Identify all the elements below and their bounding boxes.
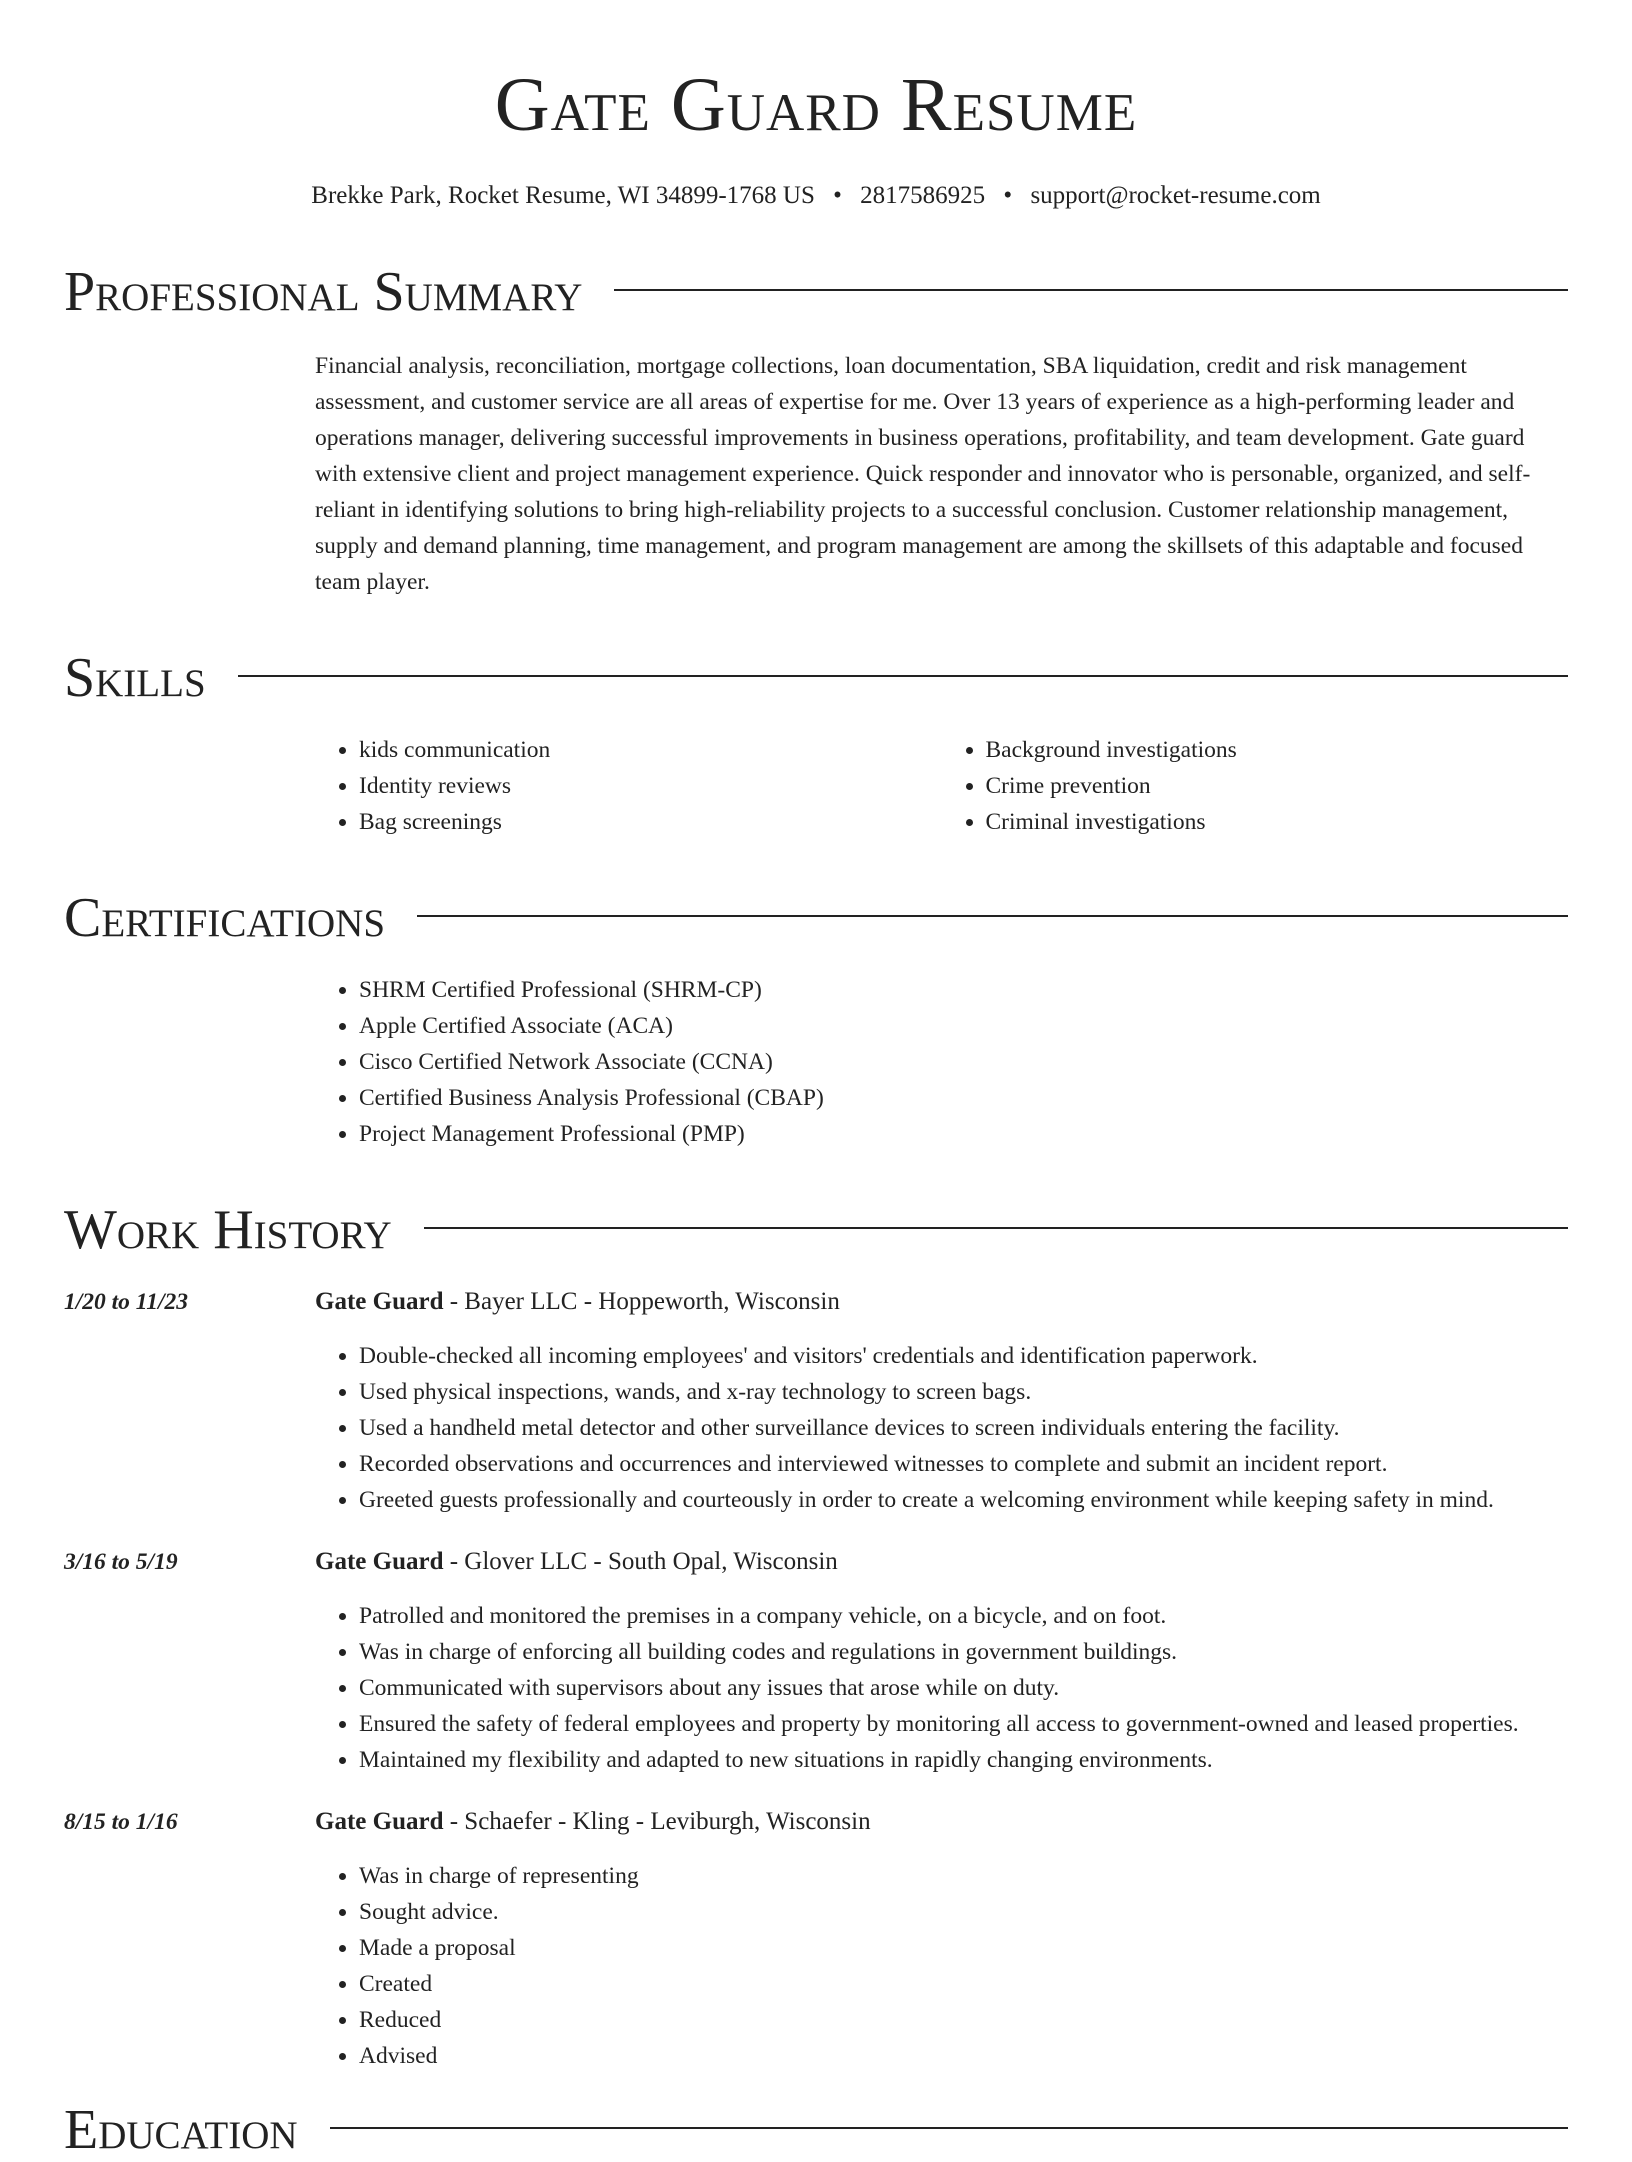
job-duty: • Reduced: [359, 2002, 1568, 2038]
job-entry: [64, 1284, 1568, 1518]
skill-item: • kids communication: [359, 732, 942, 768]
contact-address: Brekke Park, Rocket Resume, WI 34899-1768 US: [311, 182, 815, 209]
job-duty: • Used physical inspections, wands, and x-ray technology to screen bags.: [359, 1374, 1568, 1410]
job-title-line: [315, 1804, 1568, 1840]
job-duty: • Made a proposal: [359, 1930, 1568, 1966]
section-divider: [424, 1227, 1568, 1229]
job-duties: [315, 1598, 1568, 1778]
skill-item: • Criminal investigations: [986, 804, 1569, 840]
job-duty: • Sought advice.: [359, 1894, 1568, 1930]
resume-title: Gate Guard Resume: [494, 63, 1138, 147]
job-duty: • Advised: [359, 2038, 1568, 2074]
contact-separator: •: [833, 182, 842, 209]
certifications-list: [315, 972, 1568, 1152]
section-divider: [614, 289, 1568, 291]
job-title-line: [315, 1544, 1568, 1580]
certification-item: • SHRM Certified Professional (SHRM-CP): [359, 972, 1568, 1008]
job-duty: • Greeted guests professionally and courteously in order to create a welcoming environment while keeping safety in mind.: [359, 1482, 1568, 1518]
job-entry: [64, 1804, 1568, 2074]
job-duty: • Ensured the safety of federal employees and property by monitoring all access to government-owned and leased properties.: [359, 1706, 1568, 1742]
job-duty: • Maintained my flexibility and adapted to new situations in rapidly changing environments.: [359, 1742, 1568, 1778]
summary-heading: Professional Summary: [64, 261, 583, 323]
summary-section-heading: [64, 260, 1568, 324]
section-divider: [238, 675, 1568, 677]
certification-item: • Project Management Professional (PMP): [359, 1116, 1568, 1152]
skill-item: • Identity reviews: [359, 768, 942, 804]
job-employer: - Bayer LLC - Hoppeworth, Wisconsin: [443, 1288, 840, 1315]
certification-item: • Apple Certified Associate (ACA): [359, 1008, 1568, 1044]
contact-email: support@rocket-resume.com: [1030, 182, 1321, 209]
job-duties: [315, 1338, 1568, 1518]
contact-phone: 2817586925: [860, 182, 986, 209]
job-employer: - Glover LLC - South Opal, Wisconsin: [443, 1548, 838, 1575]
section-divider: [417, 915, 1568, 917]
skills-column-right: [942, 732, 1569, 840]
certifications-heading: Certifications: [64, 887, 386, 949]
job-duty: • Was in charge of representing: [359, 1858, 1568, 1894]
job-duties: [315, 1858, 1568, 2074]
work-heading: Work History: [64, 1199, 392, 1261]
certification-item: • Certified Business Analysis Professional (CBAP): [359, 1080, 1568, 1116]
skills-list: [315, 732, 1568, 840]
job-title-line: [315, 1284, 1568, 1320]
skill-item: • Bag screenings: [359, 804, 942, 840]
job-title: Gate Guard: [315, 1288, 444, 1315]
summary-text: Financial analysis, reconciliation, mortgage collections, loan documentation, SBA liquidation, credit and risk management assessment, and customer service are all areas of expertise for me. Over 13 years of experience as a high-performing leader and operations manager, delivering successful improvements in business operations, profitability, and team development. Gate guard with extensive client and project management experience. Quick responder and innovator who is personable, organized, and self-reliant in identifying solutions to bring high-reliability projects to a successful conclusion. Customer relationship management, supply and demand planning, time management, and program management are among the skillsets of this adaptable and focused team player.: [315, 353, 1531, 595]
job-duty: • Patrolled and monitored the premises in a company vehicle, on a bicycle, and on foot.: [359, 1598, 1568, 1634]
work-section-heading: [64, 1198, 1568, 1262]
job-duty: • Was in charge of enforcing all building codes and regulations in government buildings.: [359, 1634, 1568, 1670]
skills-heading: Skills: [64, 647, 206, 709]
job-employer: - Schaefer - Kling - Leviburgh, Wisconsin: [443, 1808, 871, 1835]
certifications-section-heading: [64, 886, 1568, 950]
job-title: Gate Guard: [315, 1548, 444, 1575]
education-section-heading: [64, 2098, 1568, 2162]
contact-line: [64, 178, 1568, 214]
contact-separator: •: [1003, 182, 1013, 209]
skill-item: • Background investigations: [986, 732, 1569, 768]
job-dates: 3/16 to 5/19: [64, 1549, 178, 1575]
job-title: Gate Guard: [315, 1808, 444, 1835]
skills-section-heading: [64, 646, 1568, 710]
certification-item: • Cisco Certified Network Associate (CCNA): [359, 1044, 1568, 1080]
skills-column-left: [315, 732, 942, 840]
work-history: [64, 1284, 1568, 2074]
section-divider: [330, 2127, 1568, 2129]
education-heading: Education: [64, 2099, 298, 2161]
job-dates: 8/15 to 1/16: [64, 1809, 178, 1835]
job-duty: • Communicated with supervisors about any issues that arose while on duty.: [359, 1670, 1568, 1706]
skill-item: • Crime prevention: [986, 768, 1569, 804]
job-duty: • Recorded observations and occurrences and interviewed witnesses to complete and submit an incident report.: [359, 1446, 1568, 1482]
job-duty: • Used a handheld metal detector and other surveillance devices to screen individuals entering the facility.: [359, 1410, 1568, 1446]
job-duty: • Double-checked all incoming employees' and visitors' credentials and identification paperwork.: [359, 1338, 1568, 1374]
job-entry: [64, 1544, 1568, 1778]
job-duty: • Created: [359, 1966, 1568, 2002]
job-dates: 1/20 to 11/23: [64, 1289, 189, 1315]
